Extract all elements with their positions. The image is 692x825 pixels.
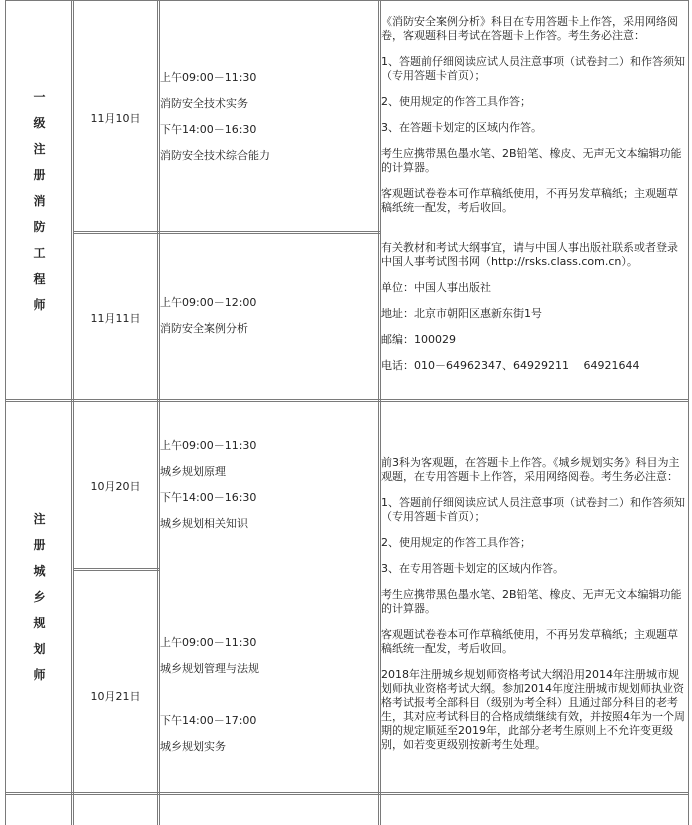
note-paragraph: 客观题试卷卷本可作草稿纸使用，不再另发草稿纸；主观题草稿纸统一配发，考后收回。 bbox=[381, 187, 678, 214]
category-char: 注 bbox=[33, 512, 46, 526]
category-char: 程 bbox=[33, 271, 46, 286]
session-time: 下午14:00－17:00 bbox=[160, 714, 257, 727]
session-subject: 城乡规划原理 bbox=[160, 465, 226, 478]
session-list bbox=[160, 439, 378, 531]
session-subject: 消防安全技术实务 bbox=[160, 97, 248, 110]
session-time: 上午09:00－11:30 bbox=[160, 636, 257, 649]
note-paragraph: 考生应携带黑色墨水笔、2B铅笔、橡皮、无声无文本编辑功能的计算器。 bbox=[381, 588, 682, 615]
note-paragraph: 前3科为客观题，在答题卡上作答。《城乡规划实务》科目为主观题，在专用答题卡上作答，采用网络阅卷。考生务必注意： bbox=[381, 456, 680, 483]
category-char: 乡 bbox=[33, 590, 46, 604]
category-char: 工 bbox=[33, 245, 46, 260]
note-paragraph: 客观题试卷卷本可作草稿纸使用，不再另发草稿纸；主观题草稿纸统一配发，考后收回。 bbox=[381, 628, 678, 655]
exam-date: 10月20日 bbox=[90, 480, 141, 493]
session-time: 上午09:00－12:00 bbox=[160, 296, 257, 309]
category-char: 城 bbox=[33, 564, 46, 578]
category-char: 划 bbox=[33, 642, 46, 656]
note-paragraph: 2、使用规定的作答工具作答； bbox=[381, 536, 531, 549]
note-paragraph: 《消防安全案例分析》科目在专用答题卡上作答，采用网络阅卷，客观题科目考试在答题卡上作答。考生务必注意： bbox=[381, 15, 678, 42]
session-time: 下午14:00－16:30 bbox=[160, 123, 257, 136]
row-divider bbox=[73, 231, 380, 234]
category-char: 注 bbox=[33, 141, 46, 156]
publisher-phone: 电话：010－64962347、64929211 64921644 bbox=[381, 359, 640, 372]
category-char: 防 bbox=[33, 219, 46, 234]
publisher-address: 地址：北京市朝阳区惠新东街1号 bbox=[381, 307, 542, 320]
note-paragraph: 有关教材和考试大纲事宜，请与中国人事出版社联系或者登录中国人事考试图书网（http://rsks.class.com.cn）。 bbox=[381, 241, 678, 268]
session-time: 上午09:00－11:30 bbox=[160, 71, 257, 84]
session-list bbox=[160, 636, 378, 754]
note-paragraph: 1、答题前仔细阅读应试人员注意事项（试卷封二）和作答须知（专用答题卡首页）； bbox=[381, 496, 685, 523]
exam-notes bbox=[381, 456, 687, 752]
exam-date: 11月11日 bbox=[90, 312, 141, 325]
note-paragraph: 3、在专用答题卡划定的区域内作答。 bbox=[381, 562, 564, 575]
publisher-postcode: 邮编：100029 bbox=[381, 333, 456, 346]
session-time: 下午14:00－16:30 bbox=[160, 491, 257, 504]
exam-notes bbox=[381, 15, 687, 215]
exam-date: 10月21日 bbox=[90, 690, 141, 703]
category-urban-planner bbox=[6, 402, 73, 792]
category-char: 规 bbox=[33, 616, 46, 630]
note-paragraph: 1、答题前仔细阅读应试人员注意事项（试卷封二）和作答须知（专用答题卡首页）； bbox=[381, 55, 685, 82]
category-char: 师 bbox=[33, 668, 46, 682]
row-divider bbox=[73, 568, 159, 571]
category-fire-engineer bbox=[6, 2, 73, 399]
session-subject: 城乡规划管理与法规 bbox=[160, 662, 259, 675]
category-char: 师 bbox=[33, 297, 46, 312]
session-subject: 城乡规划相关知识 bbox=[160, 517, 248, 530]
table-border-right bbox=[688, 0, 689, 825]
table-border-top bbox=[5, 0, 689, 1]
publisher-name: 单位：中国人事出版社 bbox=[381, 281, 491, 294]
category-char: 一 bbox=[33, 89, 46, 104]
session-subject: 城乡规划实务 bbox=[160, 740, 226, 753]
category-char: 册 bbox=[33, 538, 46, 552]
category-char: 级 bbox=[33, 115, 46, 130]
session-subject: 消防安全案例分析 bbox=[160, 322, 248, 335]
session-time: 上午09:00－11:30 bbox=[160, 439, 257, 452]
note-paragraph: 2018年注册城乡规划师资格考试大纲沿用2014年注册城市规划师执业资格考试大纲。参加2014年度注册城市规划师执业资格考试报考全部科目（级别为考全科）且通过部分科目的老考生，其对应考试科目的合格成绩继续有效，并按照4年为一个周期的规定顺延至2019年，此部分老考生原则上不允许变更级别，如若变更级别按新考生处理。 bbox=[381, 668, 685, 751]
section-divider bbox=[5, 399, 689, 402]
note-paragraph: 考生应携带黑色墨水笔、2B铅笔、橡皮、无声无文本编辑功能的计算器。 bbox=[381, 147, 682, 174]
publisher-info bbox=[381, 241, 687, 373]
session-list bbox=[160, 71, 378, 163]
exam-date: 11月10日 bbox=[90, 112, 141, 125]
note-paragraph: 2、使用规定的作答工具作答； bbox=[381, 95, 531, 108]
session-list bbox=[160, 296, 378, 336]
table-border-bottom bbox=[5, 792, 689, 795]
session-subject: 消防安全技术综合能力 bbox=[160, 149, 270, 162]
category-char: 册 bbox=[33, 167, 46, 182]
category-char: 消 bbox=[33, 193, 46, 208]
note-paragraph: 3、在答题卡划定的区域内作答。 bbox=[381, 121, 542, 134]
